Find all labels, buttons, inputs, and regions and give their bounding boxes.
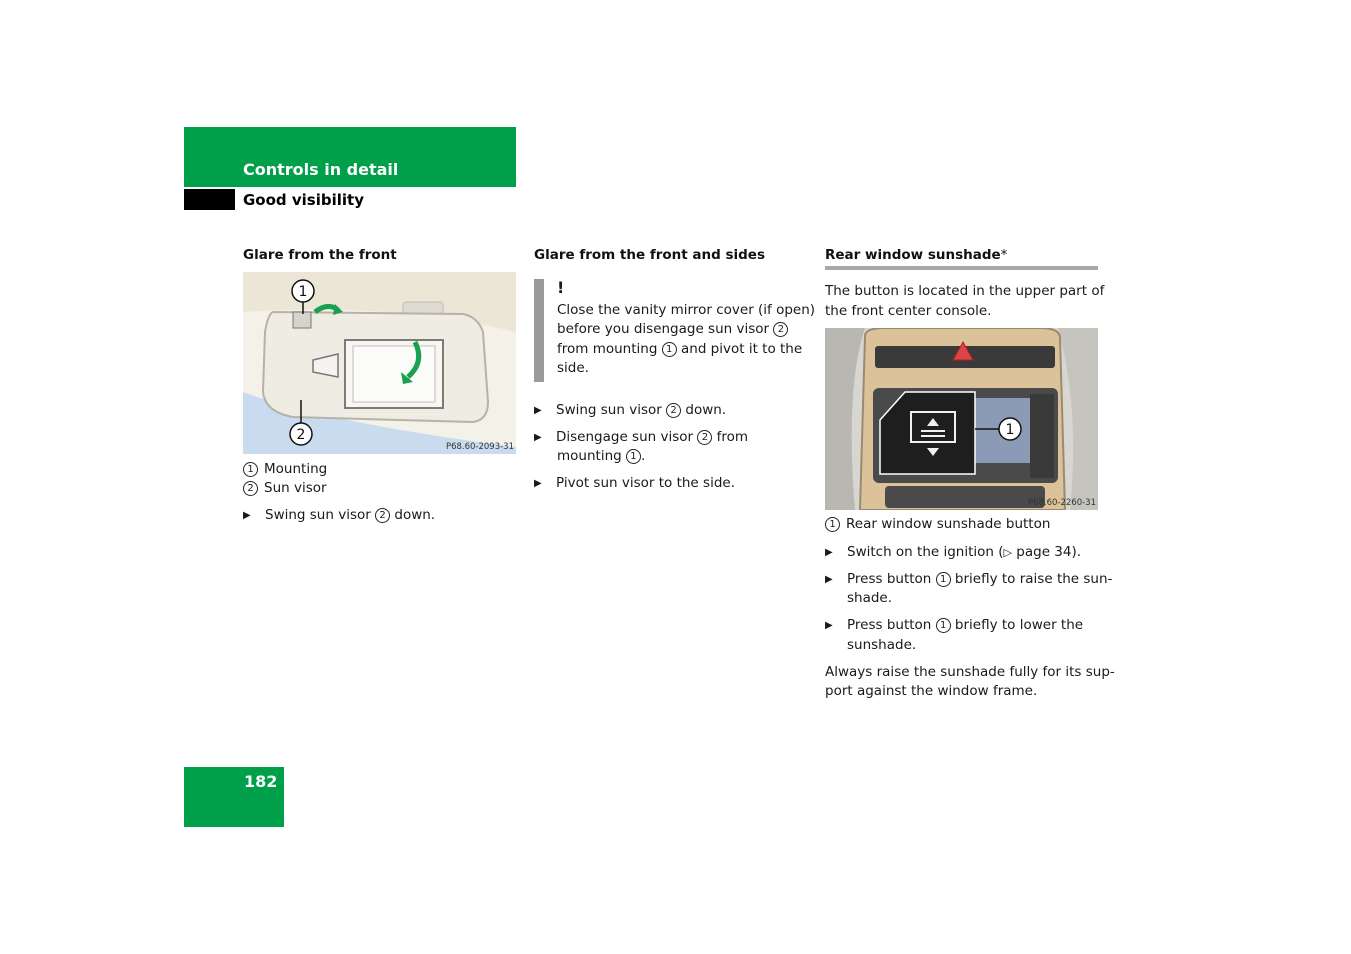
sun-visor-figure	[243, 272, 516, 454]
col1-title: Glare from the front	[243, 247, 397, 263]
instruction-step-cont: shade.	[847, 590, 893, 606]
legend-item: 1 Mounting	[243, 460, 327, 480]
legend-item: 1 Rear window sunshade button	[825, 515, 1050, 535]
warning-bar	[534, 279, 544, 382]
outro-line: port against the window frame.	[825, 683, 1038, 699]
page-number: 182	[244, 772, 278, 791]
warning-line: from mounting 1 and pivot it to the	[557, 341, 803, 357]
col3-title: Rear window sunshade*	[825, 247, 1008, 263]
warning-line: side.	[557, 360, 589, 376]
warning-line: before you disengage sun visor 2	[557, 320, 788, 340]
warning-icon: !	[557, 278, 565, 297]
callout-2: 2	[296, 427, 306, 443]
instruction-step-cont: sunshade.	[847, 637, 917, 653]
intro-line: The button is located in the upper part of	[825, 283, 1105, 299]
figure-code: P68.60-2260-31	[1027, 498, 1096, 508]
subsection-tab	[184, 189, 235, 210]
figure-code: P68.60-2093-31	[445, 442, 514, 452]
sun-visor-illustration	[243, 272, 516, 454]
col2-title: Glare from the front and sides	[534, 247, 765, 263]
instruction-step-cont: mounting 1 .	[557, 448, 646, 464]
warning-line: Close the vanity mirror cover (if open)	[557, 302, 816, 318]
console-illustration	[825, 328, 1098, 510]
section-title: Controls in detail	[243, 160, 399, 179]
console-figure	[825, 328, 1098, 510]
callout-1: 1	[298, 284, 308, 300]
subsection-title: Good visibility	[243, 191, 364, 209]
outro-line: Always raise the sunshade fully for its sup-	[825, 664, 1115, 680]
callout-1: 1	[1005, 422, 1015, 438]
legend-item: 2 Sun visor	[243, 479, 327, 499]
title-rule	[825, 266, 1098, 270]
intro-line: the front center console.	[825, 303, 992, 319]
